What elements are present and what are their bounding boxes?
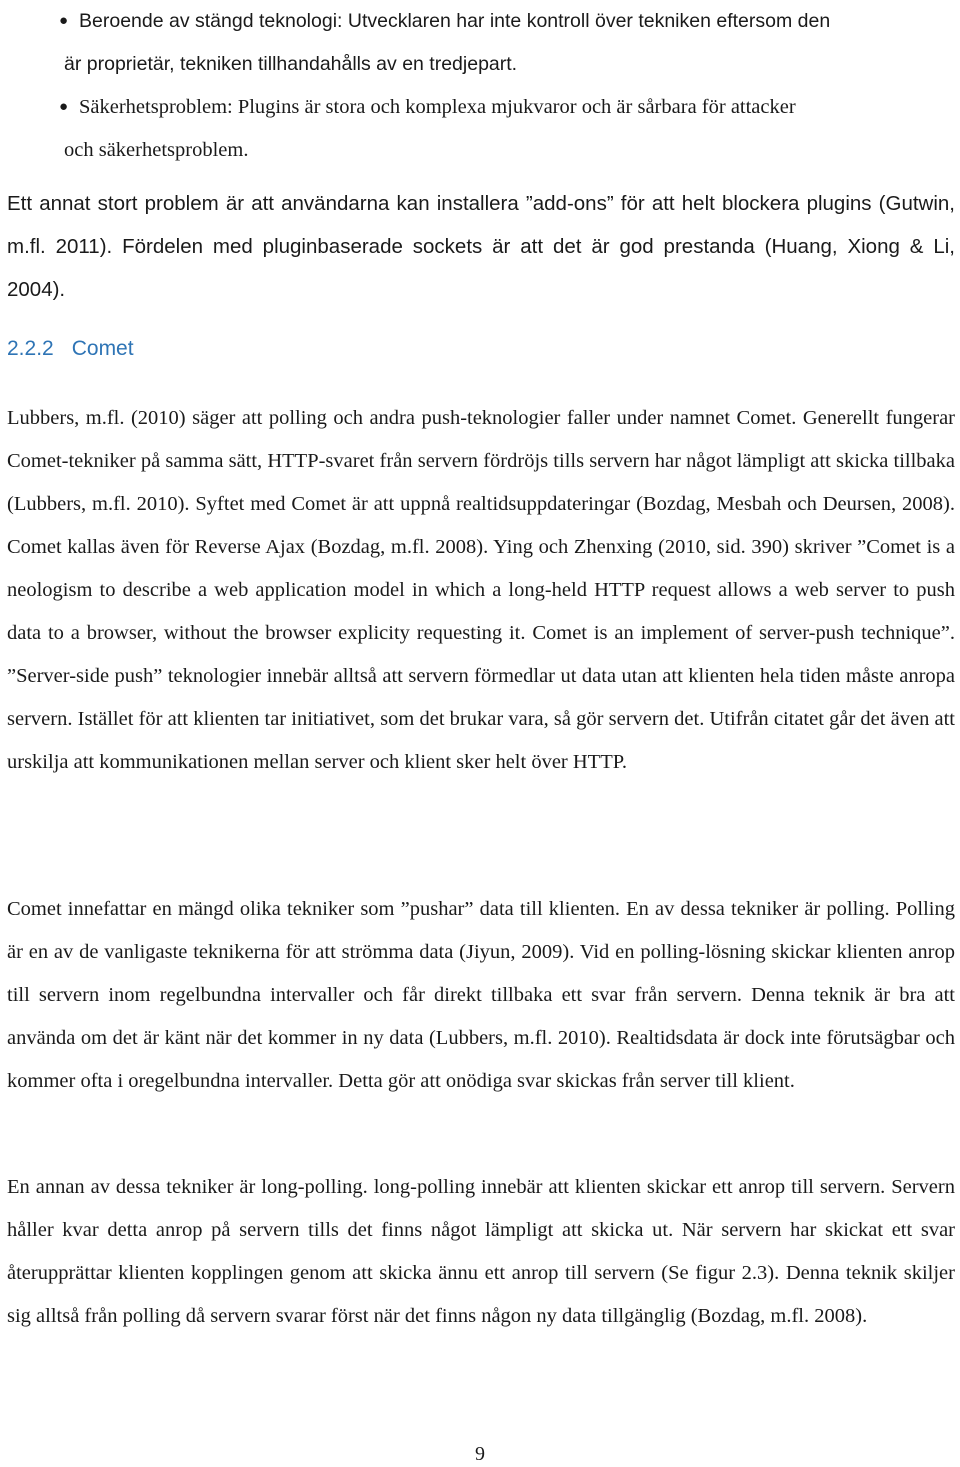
paragraph-long-polling: En annan av dessa tekniker är long-polling. long-polling innebär att klienten skickar ett anrop till servern. Servern håller kvar detta anrop på servern tills det finns något lämpligt att skicka ut. När servern har skickat ett svar återupprättar klienten kopplingen genom att skicka ännu ett anrop till servern (Se figur 2.3). Denna teknik skiljer sig alltså från polling då servern svarar först när det finns någon ny data tillgänglig (Bozdag, m.fl. 2008). [7, 1176, 955, 1327]
paragraph-plugins: Ett annat stort problem är att användarna kan installera ”add-ons” för att helt blockera plugins (Gutwin, m.fl. 2011). Fördelen med pluginbaserade sockets är att det är god prestanda (Huang, Xiong & Li, 2004). [7, 192, 955, 301]
bullet-line-1: Beroende av stängd teknologi: Utvecklaren har inte kontroll över tekniken eftersom den [79, 10, 831, 32]
bullet-line-2: är proprietär, tekniken tillhandahålls av en tredjepart. [64, 53, 518, 75]
bullet-list [7, 0, 957, 172]
bullet-line-2: och säkerhetsproblem. [64, 139, 249, 161]
bullet-item-security [7, 86, 957, 172]
section-number: 2.2.2 [7, 337, 54, 360]
section-heading [7, 337, 134, 361]
bullet-dot-icon: ● [59, 99, 69, 115]
bullet-line-1: Säkerhetsproblem: Plugins är stora och komplexa mjukvaror och är sårbara för attacker [79, 96, 796, 118]
bullet-dot-icon: ● [59, 13, 69, 29]
paragraph-comet: Lubbers, m.fl. (2010) säger att polling och andra push-teknologier faller under namnet Comet. Generellt fungerar Comet-tekniker på samma sätt, HTTP-svaret från servern fördröjs tills servern har något lämpligt att skicka tillbaka (Lubbers, m.fl. 2010). Syftet med Comet är att uppnå realtidsuppdateringar (Bozdag, Mesbah och Deursen, 2008). Comet kallas även för Reverse Ajax (Bozdag, m.fl. 2008). Ying och Zhenxing (2010, sid. 390) skriver ”Comet is a neologism to describe a web application model in which a long-held HTTP request allows a web server to push data to a browser, without the browser explicity requesting it. Comet is an implement of server-push technique”. ”Server-side push” teknologier innebär alltså att servern förmedlar ut data utan att klienten hela tiden måste anropa servern. Istället för att klienten tar initiativet, som det brukar vara, så gör servern det. Utifrån citatet går det även att urskilja att kommunikationen mellan server och klient sker helt över HTTP. [7, 407, 955, 773]
bullet-item-closed-technology [7, 0, 957, 86]
paragraph-polling: Comet innefattar en mängd olika tekniker som ”pushar” data till klienten. En av dessa tekniker är polling. Polling är en av de vanligaste teknikerna för att strömma data (Jiyun, 2009). Vid en polling-lösning skickar klienten anrop till servern inom regelbundna intervaller och får direkt tillbaka ett svar från servern. Denna teknik är bra att använda om det är känt när det kommer in ny data (Lubbers, m.fl. 2010). Realtidsdata är dock inte förutsägbar och kommer ofta i oregelbundna intervaller. Detta gör att onödiga svar skickas från server till klient. [7, 898, 955, 1092]
page-number: 9 [475, 1443, 485, 1465]
section-title: Comet [71, 337, 134, 360]
